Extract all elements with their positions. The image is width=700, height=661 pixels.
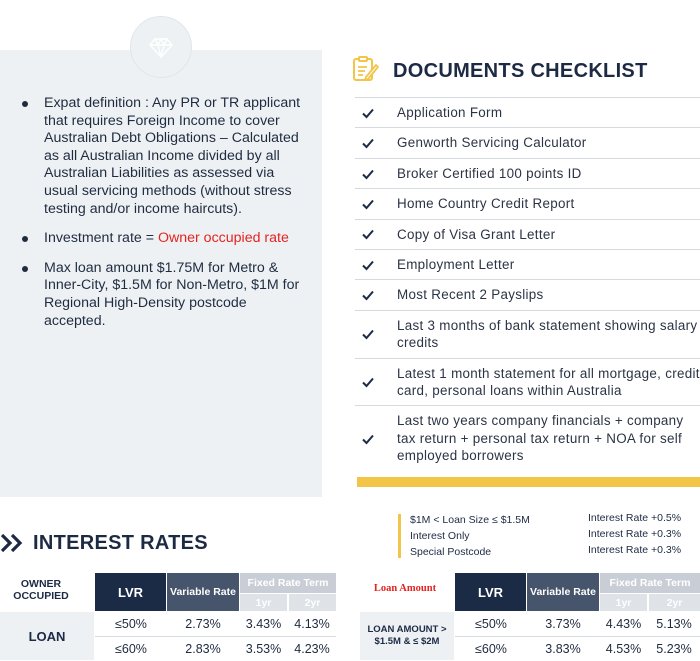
checklist-item-label: Employment Letter: [397, 257, 515, 273]
check-icon: [361, 258, 375, 272]
loading-rate: Interest Rate +0.5%: [588, 512, 682, 524]
loading-row: [398, 528, 700, 544]
checklist-item-label: Latest 1 month statement for all mortgage, credit card, personal loans within Australia: [397, 365, 700, 399]
variable-rate-cell: 3.73%: [545, 617, 581, 631]
loading-row: [398, 544, 700, 560]
checklist-item-label: Most Recent 2 Payslips: [397, 287, 544, 303]
checklist-item-label: Copy of Visa Grant Letter: [397, 226, 556, 242]
checklist-item: [355, 358, 700, 406]
rate-table-owner-occupied: [95, 612, 336, 660]
check-icon: [361, 288, 375, 302]
fixed-1yr-cell: 3.43%: [245, 617, 282, 631]
fixed-1yr-cell: 4.43%: [605, 617, 642, 631]
fixed-2yr-cell: 5.13%: [656, 617, 692, 631]
checklist-item-label: Broker Certified 100 points ID: [397, 165, 582, 181]
loading-condition: Interest Only: [410, 530, 470, 542]
variable-rate-cell: 2.73%: [185, 617, 221, 631]
rate-loadings: [398, 512, 700, 560]
checklist-item-label: Genworth Servicing Calculator: [397, 135, 587, 151]
bullet-text: Investment rate =: [44, 230, 158, 247]
check-icon: [361, 167, 375, 181]
fixed-term-header: Fixed Rate Term: [240, 573, 336, 593]
owner-occupied-label: OWNER OCCUPIED: [13, 578, 69, 602]
checklist-item: [355, 158, 700, 188]
fixed-2yr-header: 2yr: [289, 594, 336, 611]
check-icon: [361, 375, 375, 389]
bullet-expat-definition: [22, 95, 312, 218]
lvr-cell: ≤50%: [475, 617, 507, 631]
bullet-investment-rate: [22, 230, 312, 248]
fixed-1yr-header: 1yr: [600, 594, 647, 611]
diamond-icon: [148, 34, 174, 60]
lvr-cell: ≤60%: [115, 642, 147, 656]
check-icon: [361, 227, 375, 241]
variable-rate-cell: 2.83%: [185, 642, 221, 656]
checklist-item: [355, 405, 700, 470]
checklist-item: [355, 310, 700, 358]
bullet-highlight: Owner occupied rate: [157, 230, 289, 247]
loan-amount-label: Loan Amount: [373, 583, 437, 594]
bullet-text: Max loan amount $1.75M for Metro & Inner-City, $1.5M for Non-Metro, $1M for Regional High-Density postcode accepted.: [44, 259, 300, 329]
lvr-header: LVR: [455, 573, 526, 611]
interest-rates-title: INTEREST RATES: [33, 532, 208, 554]
variable-rate-cell: 3.83%: [545, 642, 581, 656]
checklist-item-label: Application Form: [397, 105, 503, 120]
checklist-accent-bar: [357, 477, 700, 487]
checklist-item: [355, 188, 700, 218]
expat-bullet-list: [22, 95, 312, 342]
loading-rate: Interest Rate +0.3%: [588, 544, 682, 556]
rate-table-loan-amount: [455, 612, 700, 660]
loan-amount-row-label: LOAN AMOUNT > $1.5M & ≤ $2M: [360, 612, 454, 660]
loading-rate: Interest Rate +0.3%: [588, 528, 682, 540]
checklist-item: [355, 249, 700, 279]
checklist-item: [355, 97, 700, 127]
check-icon: [361, 136, 375, 150]
lvr-cell: ≤50%: [115, 617, 147, 631]
gem-badge: [130, 16, 192, 78]
checklist-item-label: Last two years company financials + company tax return + personal tax return + NOA for self employed borrowers: [397, 413, 684, 464]
lvr-header: LVR: [95, 573, 166, 611]
fixed-2yr-cell: 4.23%: [294, 642, 330, 656]
checklist-item-label: Last 3 months of bank statement showing salary credits: [397, 317, 698, 351]
bullet-dot: [22, 266, 28, 272]
checklist-edit-icon: [352, 55, 380, 83]
loading-condition: $1M < Loan Size ≤ $1.5M: [410, 514, 530, 526]
fixed-1yr-header: 1yr: [240, 594, 287, 611]
fixed-1yr-cell: 3.53%: [245, 642, 282, 656]
double-chevron-icon: [0, 532, 28, 554]
loading-condition: Special Postcode: [410, 546, 492, 558]
bullet-dot: [22, 236, 28, 242]
check-icon: [361, 327, 375, 341]
check-icon: [361, 432, 375, 446]
check-icon: [361, 197, 375, 211]
loan-row-label: LOAN: [0, 612, 94, 660]
fixed-2yr-header: 2yr: [649, 594, 700, 611]
bullet-max-loan: [22, 260, 312, 330]
checklist-item-label: Home Country Credit Report: [397, 196, 575, 212]
fixed-2yr-cell: 5.23%: [656, 642, 692, 656]
checklist-item: [355, 279, 700, 309]
loading-row: [398, 512, 700, 528]
checklist-item: [355, 219, 700, 249]
documents-checklist: [355, 97, 700, 471]
lvr-cell: ≤60%: [475, 642, 507, 656]
checklist-item: [355, 127, 700, 157]
fixed-1yr-cell: 4.53%: [605, 642, 642, 656]
checklist-title: DOCUMENTS CHECKLIST: [393, 60, 648, 82]
fixed-term-header: Fixed Rate Term: [600, 573, 700, 593]
check-icon: [361, 106, 375, 120]
variable-rate-header: Variable Rate: [167, 573, 239, 611]
fixed-2yr-cell: 4.13%: [294, 617, 330, 631]
bullet-text: Expat definition : Any PR or TR applicant that requires Foreign Income to cover Australian Debt Obligations – Calculated as all Australian Income divided by all Australian Liabilities as assessed via usual servicing methods (without stress testing and/or income haircuts).: [44, 95, 301, 217]
bullet-dot: [22, 101, 28, 107]
variable-rate-header: Variable Rate: [527, 573, 599, 611]
